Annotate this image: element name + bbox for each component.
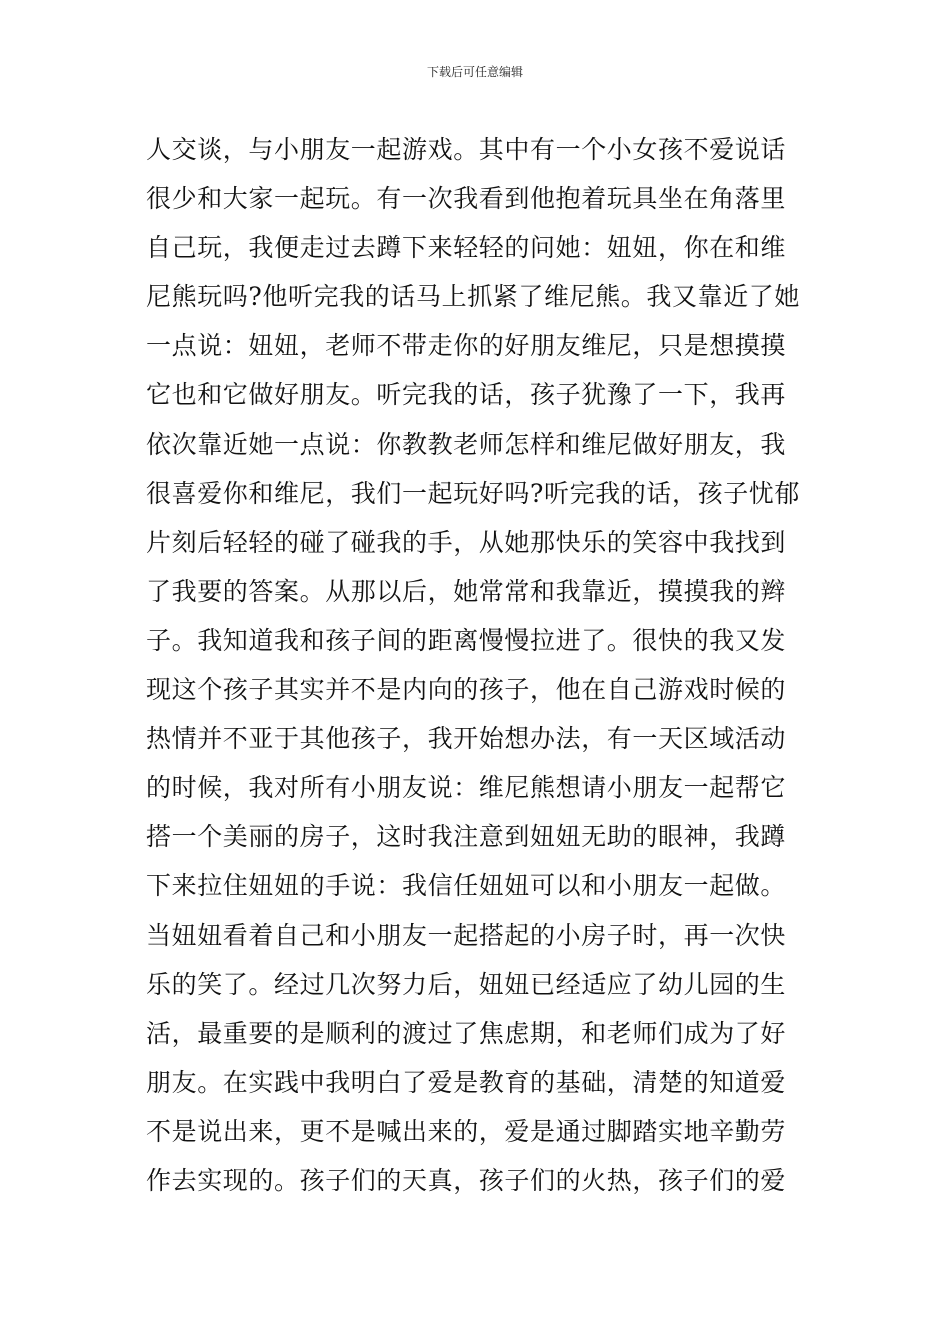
text-line: 自己玩，我便走过去蹲下来轻轻的问她：妞妞，你在和维 [146,233,787,263]
text-line: 朋友。在实践中我明白了爱是教育的基础，清楚的知道爱 [146,1067,787,1097]
text-line: 下来拉住妞妞的手说：我信任妞妞可以和小朋友一起做。 [146,871,787,901]
text-line: 依次靠近她一点说：你教教老师怎样和维尼做好朋友，我 [146,429,787,459]
text-line: 人交谈，与小朋友一起游戏。其中有一个小女孩不爱说话 [146,135,787,164]
text-line: 乐的笑了。经过几次努力后，妞妞已经适应了幼儿园的生 [146,969,787,999]
text-line: 活，最重要的是顺利的渡过了焦虑期，和老师们成为了好 [146,1018,787,1048]
page-header: 下载后可任意编辑 [426,65,523,79]
text-line: 它也和它做好朋友。听完我的话，孩子犹豫了一下，我再 [146,380,787,410]
text-line: 搭一个美丽的房子，这时我注意到妞妞无助的眼神，我蹲 [146,822,787,852]
text-line: 当妞妞看着自己和小朋友一起搭起的小房子时，再一次快 [146,920,787,950]
text-line: 片刻后轻轻的碰了碰我的手，从她那快乐的笑容中我找到 [146,527,787,557]
text-line: 很喜爱你和维尼，我们一起玩好吗?听完我的话，孩子忧郁 [146,478,801,508]
text-line: 的时候，我对所有小朋友说：维尼熊想请小朋友一起帮它 [146,773,787,803]
text-line: 不是说出来，更不是喊出来的，爱是通过脚踏实地辛勤劳 [146,1116,787,1146]
text-line: 了我要的答案。从那以后，她常常和我靠近，摸摸我的辫 [146,576,787,606]
text-line: 尼熊玩吗?他听完我的话马上抓紧了维尼熊。我又靠近了她 [146,282,801,312]
text-line: 子。我知道我和孩子间的距离慢慢拉进了。很快的我又发 [146,625,787,655]
text-line: 现这个孩子其实并不是内向的孩子，他在自己游戏时候的 [146,675,787,705]
text-line: 一点说：妞妞，老师不带走你的好朋友维尼，只是想摸摸 [146,331,787,361]
text-line: 作去实现的。孩子们的天真，孩子们的火热，孩子们的爱 [146,1165,787,1195]
document-body [146,125,816,1205]
text-line: 很少和大家一起玩。有一次我看到他抱着玩具坐在角落里 [146,184,787,214]
text-line: 热情并不亚于其他孩子，我开始想办法，有一天区域活动 [146,724,787,754]
